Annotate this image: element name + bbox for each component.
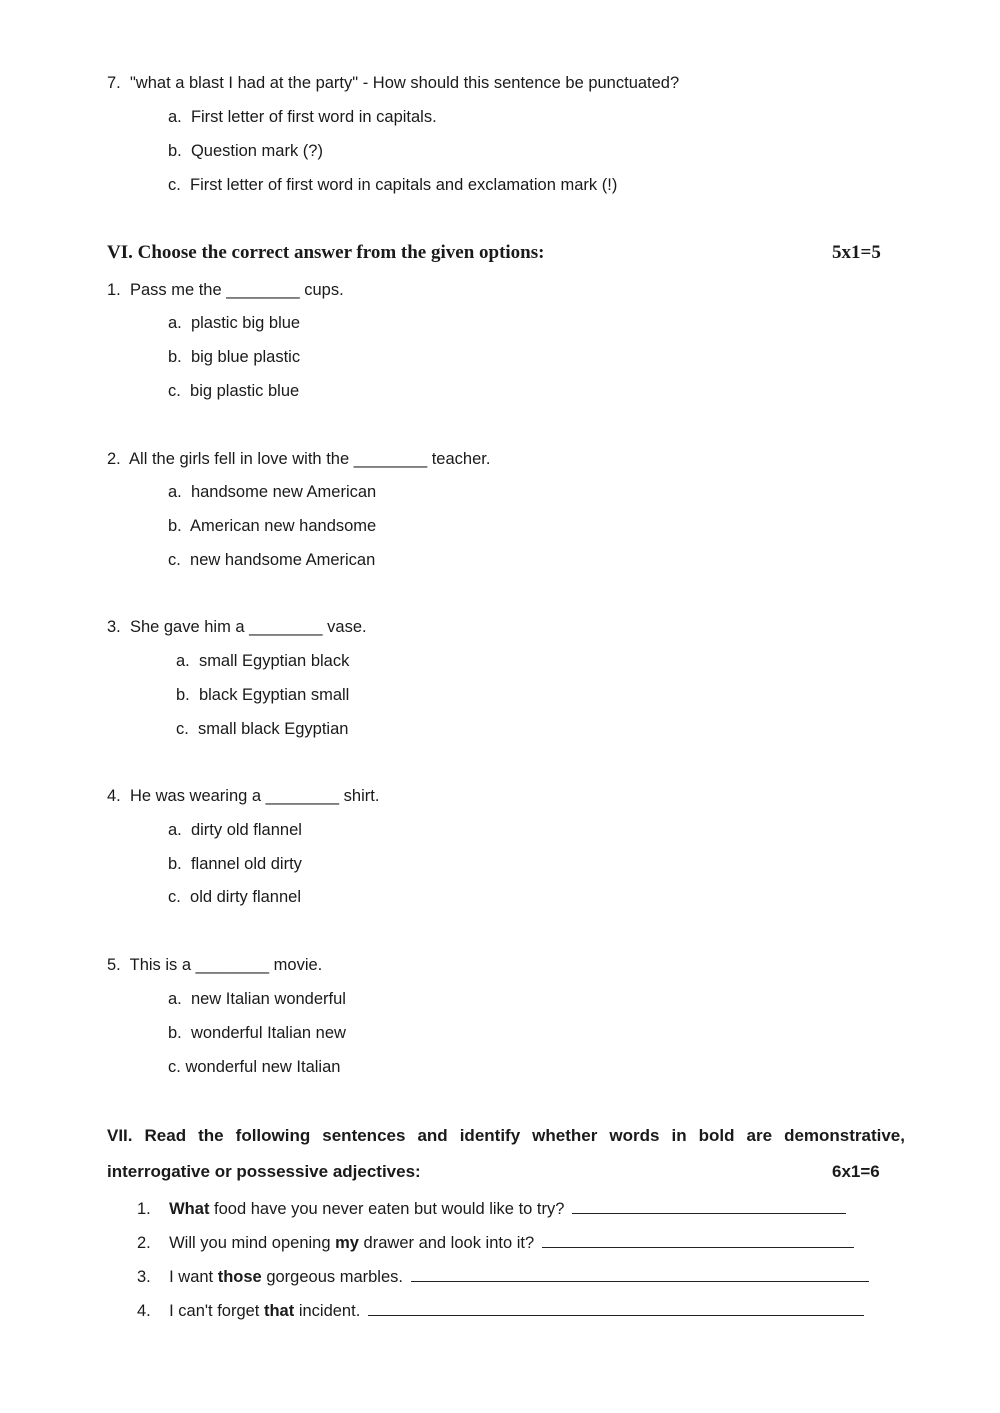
s6-q2-option-b: b. American new handsome bbox=[168, 517, 377, 535]
s7-item-1-bold-word: What bbox=[169, 1200, 210, 1218]
s6-q2-stem: 2. All the girls fell in love with the ________ teacher. bbox=[107, 450, 491, 468]
answer-blank-2[interactable] bbox=[542, 1232, 854, 1248]
s6-q5-option-c: c. wonderful new Italian bbox=[168, 1058, 341, 1076]
s6-q1-stem: 1. Pass me the ________ cups. bbox=[107, 281, 344, 299]
s6-q3-stem: 3. She gave him a ________ vase. bbox=[107, 618, 367, 636]
s7-item-4: 4. I can't forget that incident. bbox=[137, 1300, 864, 1321]
s6-q2-option-a: a. handsome new American bbox=[168, 483, 377, 501]
answer-blank-3[interactable] bbox=[411, 1266, 869, 1282]
s6-q3-option-a: a. small Egyptian black bbox=[176, 652, 350, 670]
s6-q4-option-c: c. old dirty flannel bbox=[168, 888, 301, 906]
section7-marks: 6x1=6 bbox=[832, 1162, 880, 1181]
s7-item-3: 3. I want those gorgeous marbles. bbox=[137, 1266, 869, 1287]
s6-q2-option-c: c. new handsome American bbox=[168, 551, 376, 569]
s6-q4-stem: 4. He was wearing a ________ shirt. bbox=[107, 787, 380, 805]
s6-q3-option-c: c. small black Egyptian bbox=[176, 720, 349, 738]
s6-q1-option-a: a. plastic big blue bbox=[168, 314, 301, 332]
s6-q4-option-b: b. flannel old dirty bbox=[168, 855, 302, 873]
s6-q5-option-a: a. new Italian wonderful bbox=[168, 990, 346, 1008]
s6-q4-option-a: a. dirty old flannel bbox=[168, 821, 302, 839]
s6-q5-option-b: b. wonderful Italian new bbox=[168, 1024, 346, 1042]
answer-blank-4[interactable] bbox=[368, 1300, 864, 1316]
q7-option-a: a. First letter of first word in capitals. bbox=[168, 108, 437, 126]
section6-title: VI. Choose the correct answer from the given options: bbox=[107, 242, 545, 263]
s7-item-4-bold-word: that bbox=[263, 1302, 295, 1320]
s7-item-2-bold-word: my bbox=[335, 1234, 359, 1252]
s6-q5-stem: 5. This is a ________ movie. bbox=[107, 956, 323, 974]
q7-text: "what a blast I had at the party" - How should this sentence be punctuated? bbox=[129, 74, 680, 92]
section7-title-line1: VII. Read the following sentences and identify whether words in bold are demonstrative, bbox=[107, 1126, 905, 1145]
s7-item-1: 1. What food have you never eaten but would like to try? bbox=[137, 1198, 846, 1219]
s6-q3-option-b: b. black Egyptian small bbox=[176, 686, 350, 704]
s7-item-3-bold-word: those bbox=[217, 1268, 262, 1286]
q7-option-c: c. First letter of first word in capitals and exclamation mark (!) bbox=[168, 176, 618, 194]
s6-q1-option-b: b. big blue plastic bbox=[168, 348, 301, 366]
q7-option-b: b. Question mark (?) bbox=[168, 142, 323, 160]
answer-blank-1[interactable] bbox=[572, 1198, 846, 1214]
s6-q1-option-c: c. big plastic blue bbox=[168, 382, 300, 400]
section7-title-line2: interrogative or possessive adjectives: bbox=[107, 1162, 421, 1181]
q7-stem bbox=[107, 73, 679, 93]
s7-item-2: 2. Will you mind opening my drawer and look into it? bbox=[137, 1232, 854, 1253]
q7-number: 7. bbox=[107, 74, 121, 92]
section6-marks: 5x1=5 bbox=[832, 242, 881, 263]
